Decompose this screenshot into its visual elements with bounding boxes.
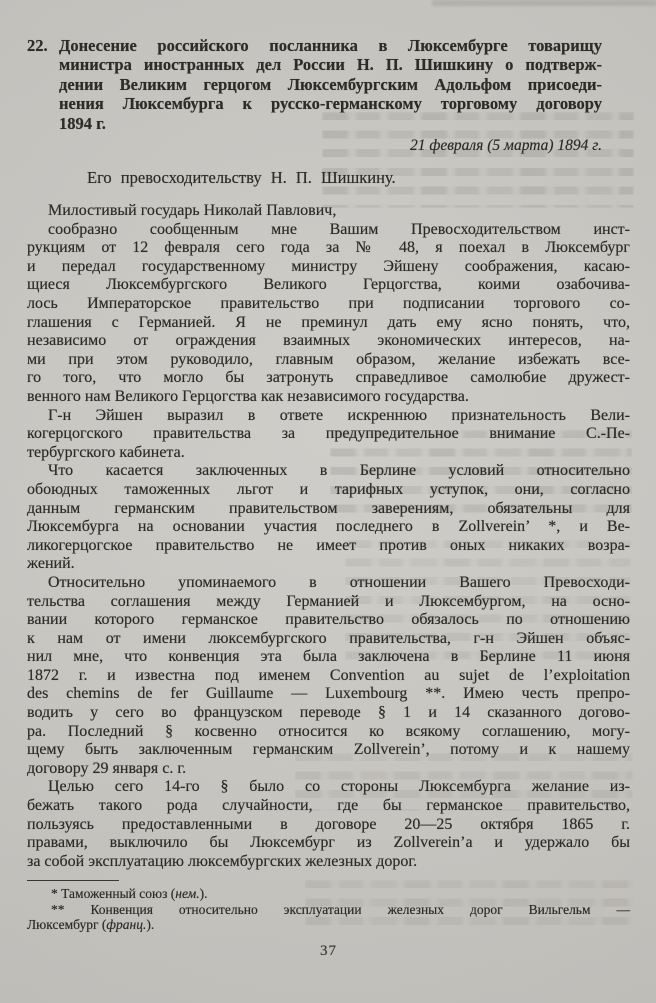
footnotes xyxy=(27,886,630,932)
body-line: венного нам Великого Герцогства как независимого государства. xyxy=(27,387,469,405)
body-line: водить у сего во французском переводе § 1 и 14 сказанного догово- xyxy=(27,704,630,722)
body-line: лось Императорское правительство при подписании торгового со- xyxy=(27,295,630,312)
footnote-line xyxy=(27,917,630,932)
page-top-edge-mark xyxy=(432,0,656,6)
title-line: 1894 г. xyxy=(59,113,106,133)
body-line: ра. Последний § косвенно относится ко всякому соглашению, могу- xyxy=(27,722,630,740)
footnote-line xyxy=(27,886,630,901)
document-item-number: 22. xyxy=(27,36,48,55)
footnote-separator-rule xyxy=(27,880,119,881)
body-line: Целью сего 14-го § было со стороны Люксембурга желание из- xyxy=(48,778,630,796)
body-line: щиеся Люксембургского Великого Герцогства, коими озабочива- xyxy=(27,276,630,294)
body-line: жений. xyxy=(27,555,75,573)
body-line: правами, выключило бы Люксембург из Zollverein’а и удержало бы xyxy=(27,834,630,852)
footnote-text: ). xyxy=(146,916,155,932)
body-line: нил мне, что конвенция эта была заключена в Берлине 11 июня xyxy=(27,648,630,666)
footnote-text: ). xyxy=(199,886,208,902)
document-content xyxy=(27,36,630,961)
body-line: к нам от имени люксембургского правительства, г-н Эйшен объяс- xyxy=(27,629,630,647)
document-heading xyxy=(27,36,602,133)
body-line: вании которого германское правительство обязалось по отношению xyxy=(27,611,630,629)
body-line: ликогерцогское правительство не имеет против оных никаких возра- xyxy=(27,536,630,554)
body-line: данным германским правительством заверениям, обязательны для xyxy=(27,499,630,517)
body-line: Г-н Эйшен выразил в ответе искреннюю признательность Вели- xyxy=(48,406,630,424)
document-body xyxy=(27,202,630,871)
body-line: бежать такого рода случайности, где бы германское правительство, xyxy=(27,797,630,815)
body-line: Что касается заключенных в Берлине условий относительно xyxy=(48,462,630,480)
body-line: щему быть заключенным германским Zollverein’, потому и к нашему xyxy=(27,741,630,759)
body-line: ми при этом руководило, главным образом, желание избежать все- xyxy=(27,350,630,368)
body-line: го того, что могло бы затронуть справедливое самолюбие дружест- xyxy=(27,369,630,387)
body-line: за собой эксплуатацию люксембургских железных дорог. xyxy=(27,852,418,870)
body-line: тельства соглашения между Германией и Люксембургом, на осно- xyxy=(27,592,630,610)
title-line: нения Люксембурга к русско-германскому торговому договору xyxy=(59,94,602,114)
body-line: Люксембурга на основании участия последнего в Zollverein’ *, и Ве- xyxy=(27,518,630,536)
body-line: когерцогского правительства за предупредительное внимание С.-Пе- xyxy=(27,425,630,443)
footnote-text: * Таможенный союз ( xyxy=(51,886,176,902)
body-line: независимо от ограждения взаимных экономических интересов, на- xyxy=(27,332,630,350)
body-line: тербургского кабинета. xyxy=(27,443,185,461)
footnote-text: Люксембург ( xyxy=(27,916,107,932)
document-title xyxy=(59,36,602,133)
body-line: des chemins de fer Guillaume — Luxembourg **. Имею честь препро- xyxy=(27,685,630,703)
title-line: дении Великим герцогом Люксембургским Адольфом присоеди- xyxy=(59,74,602,94)
body-line: рукциям от 12 февраля сего года за № 48, я поехал в Люксембург xyxy=(27,239,630,257)
footnote-line xyxy=(27,902,630,917)
footnote-italic-term: нем. xyxy=(175,886,200,902)
body-line: сообразно сообщенным мне Вашим Превосходительством инст- xyxy=(48,220,630,238)
footnote-text: ** Конвенция относительно эксплуатации железных дорог Вильгельм — xyxy=(51,901,630,917)
body-line: обоюдных таможенных льгот и тарифных уступок, они, согласно xyxy=(27,480,630,498)
page-number: 37 xyxy=(320,943,337,960)
body-line: пользуясь предоставленными в договоре 20—25 октября 1865 г. xyxy=(27,815,630,833)
title-line: Донесение российского посланника в Люксембурге товарищу xyxy=(59,36,602,55)
body-line: и передал государственному министру Эйшену соображения, касаю- xyxy=(27,257,630,275)
body-line: 1872 г. и известна под именем Convention au sujet de l’exploitation xyxy=(27,666,630,684)
salutation-line: Его превосходительству Н. П. Шишкину. xyxy=(87,168,396,188)
footnote-italic-term: франц. xyxy=(106,916,147,932)
body-line: Милостивый государь Николай Павлович, xyxy=(48,202,337,220)
body-line: договору 29 января с. г. xyxy=(27,759,187,777)
body-line: глашения с Германией. Я не преминул дать ему ясно понять, что, xyxy=(27,313,630,331)
document-date: 21 февраля (5 марта) 1894 г. xyxy=(409,137,602,155)
body-line: Относительно упоминаемого в отношении Вашего Превосходи- xyxy=(48,573,630,591)
title-line: министра иностранных дел России Н. П. Шишкину о подтверж- xyxy=(59,55,602,75)
